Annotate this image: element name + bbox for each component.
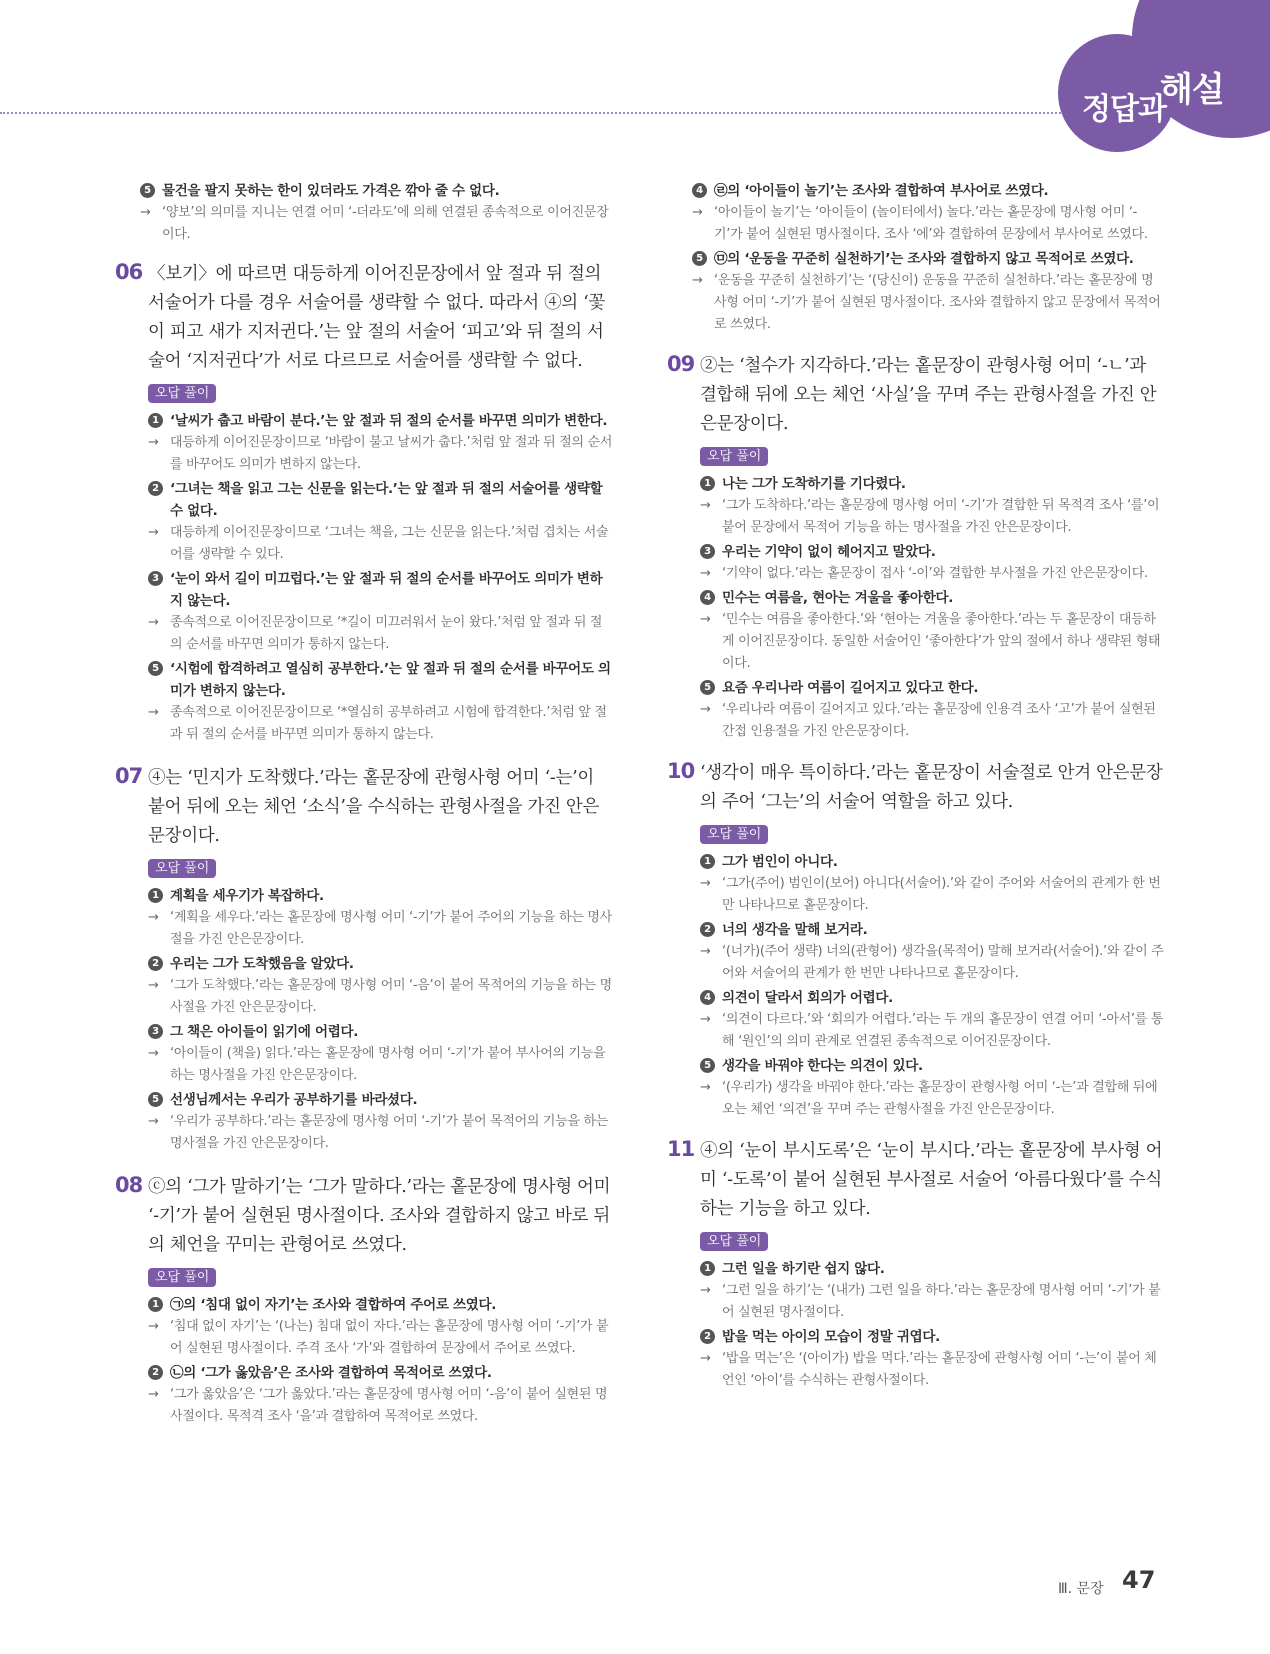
circled-number-icon: 3 (148, 1024, 163, 1039)
arrow-icon: → (700, 498, 711, 513)
circled-number-icon: 5 (700, 680, 715, 695)
question-number: 11 (667, 1137, 695, 1161)
option-explanation: → ‘우리가 공부하다.’라는 홑문장에 명사형 어미 ‘-기’가 붙어 목적어의 기능을 하는 명사절을 가진 안은문장이다. (148, 1111, 613, 1155)
question-number: 07 (115, 764, 143, 788)
option-explanation: → 대등하게 이어진문장이므로 ‘그녀는 책을, 그는 신문을 읽는다.’처럼 겹치는 서술어를 생략할 수 있다. (148, 522, 613, 566)
option-explanation: → ‘우리나라 여름이 길어지고 있다.’라는 홑문장에 인용격 조사 ‘고’가 붙어 실현된 간접 인용절을 가진 안은문장이다. (700, 699, 1164, 743)
question-number: 09 (667, 352, 695, 376)
header-dotted-line (0, 112, 1180, 114)
arrow-icon: → (148, 978, 159, 993)
question-answer-text: 〈보기〉에 따르면 대등하게 이어진문장에서 앞 절과 뒤 절의 서술어가 다를 경우 서술어를 생략할 수 없다. 따라서 ④의 ‘꽃이 피고 새가 지저귄다.’는 앞 절의 서술어 ‘피고’와 뒤 절의 서술어 ‘지저귄다’가 서로 다르므로 서술어를 생략할 수 없다. (148, 264, 606, 371)
arrow-icon: → (700, 1351, 711, 1366)
circled-number-icon: 5 (700, 1058, 715, 1073)
option-explanation: → ‘(우리가) 생각을 바꿔야 한다.’라는 홑문장이 관형사형 어미 ‘-는’과 결합해 뒤에 오는 체언 ‘의견’을 꾸며 주는 관형사절을 가진 안은문장이다. (700, 1077, 1164, 1121)
option-statement: 1 ‘날씨가 춥고 바람이 분다.’는 앞 절과 뒤 절의 순서를 바꾸면 의미가 변한다. (148, 410, 613, 432)
option-statement: 5 ㉤의 ‘운동을 꾸준히 실천하기’는 조사와 결합하지 않고 목적어로 쓰였다. (692, 248, 1164, 270)
q05-continued (118, 180, 613, 246)
q08-continued (670, 180, 1164, 336)
arrow-icon: → (692, 273, 703, 288)
arrow-icon: → (148, 435, 159, 450)
arrow-icon: → (148, 1319, 159, 1334)
circled-number-icon: 2 (148, 956, 163, 971)
option-explanation: → ‘밥을 먹는’은 ‘(아이가) 밥을 먹다.’라는 홑문장에 관형사형 어미 ‘-는’이 붙어 체언인 ‘아이’를 수식하는 관형사절이다. (700, 1348, 1164, 1392)
arrow-icon: → (148, 525, 159, 540)
circled-number-icon: 4 (692, 183, 707, 198)
option-explanation: → ‘기약이 없다.’라는 홑문장이 접사 ‘-이’와 결합한 부사절을 가진 안은문장이다. (700, 563, 1164, 585)
option-explanation: → ‘그런 일을 하기’는 ‘(내가) 그런 일을 하다.’라는 홑문장에 명사형 어미 ‘-기’가 붙어 실현된 명사절이다. (700, 1280, 1164, 1324)
question-10 (667, 759, 1164, 1121)
arrow-icon: → (700, 612, 711, 627)
option-explanation: → ‘아이들이 (책을) 읽다.’라는 홑문장에 명사형 어미 ‘-기’가 붙어 부사어의 기능을 하는 명사절을 가진 안은문장이다. (148, 1043, 613, 1087)
option-explanation: → 종속적으로 이어진문장이므로 ‘*길이 미끄러워서 눈이 왔다.’처럼 앞 절과 뒤 절의 순서를 바꾸면 의미가 통하지 않는다. (148, 612, 613, 656)
right-column (667, 178, 1164, 1406)
circled-number-icon: 2 (148, 481, 163, 496)
option-statement: 1 그런 일을 하기란 쉽지 않다. (700, 1258, 1164, 1280)
question-answer-text: ‘생각이 매우 특이하다.’라는 홑문장이 서술절로 안겨 안은문장의 주어 ‘그는’의 서술어 역할을 하고 있다. (700, 763, 1163, 812)
option-explanation: → ‘침대 없이 자기’는 ‘(나는) 침대 없이 자다.’라는 홑문장에 명사형 어미 ‘-기’가 붙어 실현된 명사절이다. 주격 조사 ‘가’와 결합하여 문장에서 주어로 쓰였다. (148, 1316, 613, 1360)
question-06 (115, 260, 613, 746)
arrow-icon: → (700, 702, 711, 717)
option-statement: 2 우리는 그가 도착했음을 알았다. (148, 953, 613, 975)
question-11 (667, 1137, 1164, 1392)
circled-number-icon: 3 (148, 571, 163, 586)
wrong-answer-tag: 오답 풀이 (700, 1232, 768, 1251)
wrong-answer-tag: 오답 풀이 (148, 1268, 216, 1287)
option-statement: 1 나는 그가 도착하기를 기다렸다. (700, 473, 1164, 495)
option-explanation: → ‘그가 도착했다.’라는 홑문장에 명사형 어미 ‘-음’이 붙어 목적어의 기능을 하는 명사절을 가진 안은문장이다. (148, 975, 613, 1019)
question-08 (115, 1173, 613, 1428)
option-statement: 1 계획을 세우기가 복잡하다. (148, 885, 613, 907)
arrow-icon: → (148, 1387, 159, 1402)
option-statement: 2 ‘그녀는 책을 읽고 그는 신문을 읽는다.’는 앞 절과 뒤 절의 서술어를 생략할 수 없다. (148, 478, 613, 522)
option-statement: 5 선생님께서는 우리가 공부하기를 바라셨다. (148, 1089, 613, 1111)
circled-number-icon: 5 (140, 183, 155, 198)
circled-number-icon: 4 (700, 990, 715, 1005)
option-statement: 2 밥을 먹는 아이의 모습이 정말 귀엽다. (700, 1326, 1164, 1348)
option-explanation: → ‘아이들이 놀기’는 ‘아이들이 (놀이터에서) 놀다.’라는 홑문장에 명사형 어미 ‘-기’가 붙어 실현된 명사절이다. 조사 ‘에’와 결합하여 문장에서 부사어로 쓰였다. (692, 202, 1164, 246)
option-statement: 1 ㉠의 ‘침대 없이 자기’는 조사와 결합하여 주어로 쓰였다. (148, 1294, 613, 1316)
option-explanation: → ‘민수는 여름을 좋아한다.’와 ‘현아는 겨울을 좋아한다.’라는 두 홑문장이 대등하게 이어진문장이다. 동일한 서술어인 ‘좋아한다’가 앞의 절에서 하나 생략된 형태이다. (700, 609, 1164, 675)
header-badge-subtitle: 해설 (1160, 70, 1224, 110)
option-statement: 5 ‘시험에 합격하려고 열심히 공부한다.’는 앞 절과 뒤 절의 순서를 바꾸어도 의미가 변하지 않는다. (148, 658, 613, 702)
circled-number-icon: 1 (700, 476, 715, 491)
arrow-icon: → (700, 566, 711, 581)
question-number: 06 (115, 260, 143, 284)
page-number: 47 (1122, 1566, 1156, 1594)
arrow-icon: → (700, 944, 711, 959)
arrow-icon: → (148, 705, 159, 720)
arrow-icon: → (140, 205, 151, 220)
question-09 (667, 352, 1164, 743)
circled-number-icon: 1 (700, 854, 715, 869)
question-number: 10 (667, 759, 695, 783)
question-07 (115, 764, 613, 1155)
circled-number-icon: 5 (692, 251, 707, 266)
question-answer-text: ②는 ‘철수가 지각하다.’라는 홑문장이 관형사형 어미 ‘-ㄴ’과 결합해 뒤에 오는 체언 ‘사실’을 꾸며 주는 관형사절을 가진 안은문장이다. (700, 356, 1157, 434)
option-explanation: → ‘운동을 꾸준히 실천하기’는 ‘(당신이) 운동을 꾸준히 실천하다.’라는 홑문장에 명사형 어미 ‘-기’가 붙어 실현된 명사절이다. 조사와 결합하지 않고 문장에서 목적어로 쓰였다. (692, 270, 1164, 336)
option-statement: 2 너의 생각을 말해 보거라. (700, 919, 1164, 941)
option-explanation: → 대등하게 이어진문장이므로 ‘바람이 불고 날씨가 춥다.’처럼 앞 절과 뒤 절의 순서를 바꾸어도 의미가 변하지 않는다. (148, 432, 613, 476)
header-badge-title: 정답과 (1082, 92, 1166, 127)
circled-number-icon: 1 (148, 888, 163, 903)
arrow-icon: → (148, 1046, 159, 1061)
option-statement: 4 ㉣의 ‘아이들이 놀기’는 조사와 결합하여 부사어로 쓰였다. (692, 180, 1164, 202)
option-statement: 1 그가 범인이 아니다. (700, 851, 1164, 873)
wrong-answer-tag: 오답 풀이 (700, 447, 768, 466)
option-explanation: → 종속적으로 이어진문장이므로 ‘*열심히 공부하려고 시험에 합격한다.’처럼 앞 절과 뒤 절의 순서를 바꾸면 의미가 통하지 않는다. (148, 702, 613, 746)
circled-number-icon: 1 (700, 1261, 715, 1276)
option-statement: 3 우리는 기약이 없이 헤어지고 말았다. (700, 541, 1164, 563)
wrong-answer-tag: 오답 풀이 (700, 825, 768, 844)
arrow-icon: → (148, 910, 159, 925)
option-statement: 3 ‘눈이 와서 길이 미끄럽다.’는 앞 절과 뒤 절의 순서를 바꾸어도 의미가 변하지 않는다. (148, 568, 613, 612)
option-statement: 5 물건을 팔지 못하는 한이 있더라도 가격은 깎아 줄 수 없다. (140, 180, 613, 202)
option-statement: 4 민수는 여름을, 현아는 겨울을 좋아한다. (700, 587, 1164, 609)
circled-number-icon: 1 (148, 1297, 163, 1312)
arrow-icon: → (700, 1080, 711, 1095)
wrong-answer-tag: 오답 풀이 (148, 859, 216, 878)
arrow-icon: → (148, 1114, 159, 1129)
option-statement: 2 ㉡의 ‘그가 옳았음’은 조사와 결합하여 목적어로 쓰였다. (148, 1362, 613, 1384)
circled-number-icon: 4 (700, 590, 715, 605)
option-statement: 5 생각을 바꿔야 한다는 의견이 있다. (700, 1055, 1164, 1077)
question-answer-text: ④는 ‘민지가 도착했다.’라는 홑문장에 관형사형 어미 ‘-는’이 붙어 뒤에 오는 체언 ‘소식’을 수식하는 관형사절을 가진 안은문장이다. (148, 768, 600, 846)
circled-number-icon: 5 (148, 1092, 163, 1107)
circled-number-icon: 1 (148, 413, 163, 428)
arrow-icon: → (148, 615, 159, 630)
option-explanation: → ‘계획을 세우다.’라는 홑문장에 명사형 어미 ‘-기’가 붙어 주어의 기능을 하는 명사절을 가진 안은문장이다. (148, 907, 613, 951)
question-answer-text: ⓒ의 ‘그가 말하기’는 ‘그가 말하다.’라는 홑문장에 명사형 어미 ‘-기’가 붙어 실현된 명사절이다. 조사와 결합하지 않고 바로 뒤의 체언을 꾸미는 관형어로 쓰였다. (148, 1177, 611, 1255)
question-number: 08 (115, 1173, 143, 1197)
left-column (115, 178, 613, 1442)
option-statement: 4 의견이 달라서 회의가 어렵다. (700, 987, 1164, 1009)
option-explanation: → ‘(너가)(주어 생략) 너의(관형어) 생각을(목적어) 말해 보거라(서술어).’와 같이 주어와 서술어의 관계가 한 번만 나타나므로 홑문장이다. (700, 941, 1164, 985)
option-statement: 5 요즘 우리나라 여름이 길어지고 있다고 한다. (700, 677, 1164, 699)
arrow-icon: → (700, 1012, 711, 1027)
option-explanation: → ‘양보’의 의미를 지니는 연결 어미 ‘-더라도’에 의해 연결된 종속적으로 이어진문장이다. (140, 202, 613, 246)
circled-number-icon: 2 (148, 1365, 163, 1380)
footer-section-label: Ⅲ. 문장 (1058, 1581, 1104, 1597)
arrow-icon: → (700, 876, 711, 891)
circled-number-icon: 2 (700, 1329, 715, 1344)
question-answer-text: ④의 ‘눈이 부시도록’은 ‘눈이 부시다.’라는 홑문장에 부사형 어미 ‘-도록’이 붙어 실현된 부사절로 서술어 ‘아름다웠다’를 수식하는 기능을 하고 있다. (700, 1141, 1163, 1219)
option-explanation: → ‘그가 옳았음’은 ‘그가 옳았다.’라는 홑문장에 명사형 어미 ‘-음’이 붙어 실현된 명사절이다. 목적격 조사 ‘을’과 결합하여 목적어로 쓰였다. (148, 1384, 613, 1428)
arrow-icon: → (700, 1283, 711, 1298)
circled-number-icon: 3 (700, 544, 715, 559)
wrong-answer-tag: 오답 풀이 (148, 384, 216, 403)
circled-number-icon: 5 (148, 661, 163, 676)
option-explanation: → ‘의견이 다르다.’와 ‘회의가 어렵다.’라는 두 개의 홑문장이 연결 어미 ‘-아서’를 통해 ‘원인’의 의미 관계로 연결된 종속적으로 이어진문장이다. (700, 1009, 1164, 1053)
option-statement: 3 그 책은 아이들이 읽기에 어렵다. (148, 1021, 613, 1043)
option-explanation: → ‘그가(주어) 범인이(보어) 아니다(서술어).’와 같이 주어와 서술어의 관계가 한 번만 나타나므로 홑문장이다. (700, 873, 1164, 917)
circled-number-icon: 2 (700, 922, 715, 937)
arrow-icon: → (692, 205, 703, 220)
option-explanation: → ‘그가 도착하다.’라는 홑문장에 명사형 어미 ‘-기’가 결합한 뒤 목적격 조사 ‘를’이 붙어 문장에서 목적어 기능을 하는 명사절을 가진 안은문장이다. (700, 495, 1164, 539)
